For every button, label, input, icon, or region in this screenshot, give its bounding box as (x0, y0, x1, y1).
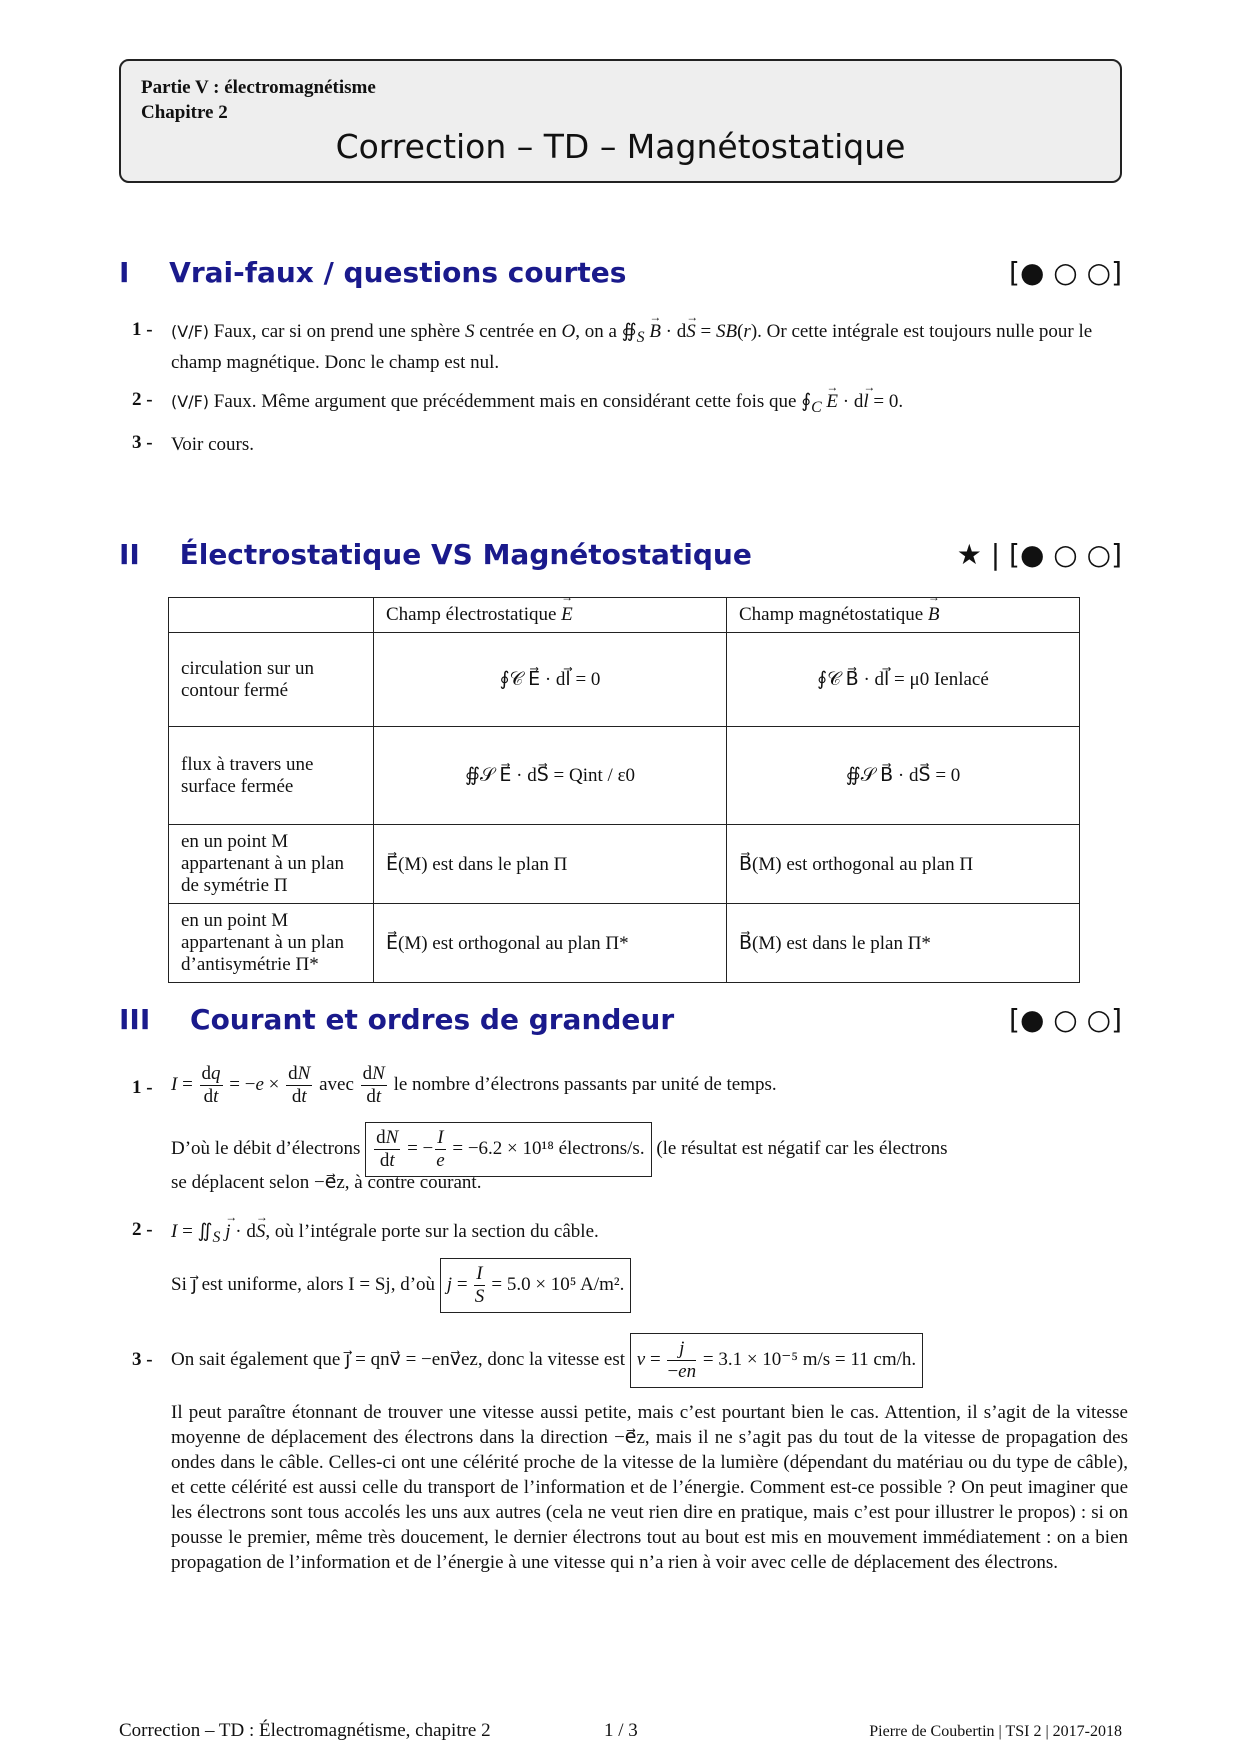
circulation-formula: $∮_C \to E \cdot d\to l = 0$. (801, 391, 903, 412)
header-box (119, 59, 1122, 183)
question-number: 1 - (132, 319, 153, 340)
table-cell: B⃗(M) est dans le plan Π* (727, 904, 1080, 983)
section-number: I (119, 256, 130, 289)
section-heading-3 (119, 1003, 1122, 1036)
answer-3-3 (171, 1333, 1128, 1388)
answer-3-2-result (171, 1258, 1128, 1313)
answer-text: où l’intégrale porte sur la section du câble. (274, 1221, 599, 1242)
row-label: circulation sur un contour fermé (169, 633, 374, 727)
table-cell: ∮𝒞 B⃗ · dl⃗ = μ0 Ienlacé (727, 633, 1080, 727)
answer-3-1: I = $\frac{dq}{dt}$ = −e × $\frac{dN}{dt}$ avec $\frac{dN}{dt}$ le nombre d’électrons passants par unité de temps. (171, 1063, 777, 1107)
section-number: II (119, 538, 140, 571)
result-box: $\frac{dN}{dt}$ = − $\frac{I}{e}$ = −6.2 × 10¹⁸ électrons/s. (365, 1122, 651, 1177)
difficulty-badge: [● ○ ○] (1009, 256, 1122, 289)
answer-text: centrée en (479, 321, 557, 342)
row-label: en un point M appartenant à un plan de symétrie Π (169, 825, 374, 904)
answer-3-2: $I = ∬_S \to j \cdot d\to S$, où l’intégrale porte sur la section du câble. (171, 1219, 1128, 1250)
page-title: Correction – TD – Magnétostatique (335, 127, 906, 166)
answer-text: Or cette intégrale est toujours nulle pour le champ magnétique. Donc le champ est nul. (171, 321, 1093, 373)
answer-text: (le résultat est négatif car les électrons (656, 1137, 948, 1159)
result-box: v = $\frac{j}{-en}$ = 3.1 × 10⁻⁵ m/s = 11 cm/h. (630, 1333, 923, 1388)
table-cell (169, 598, 374, 633)
answer-text: On sait également que j⃗ = qnv⃗ = −env⃗ez, donc la vitesse est (171, 1348, 626, 1370)
table-cell: E⃗(M) est dans le plan Π (374, 825, 727, 904)
vf-tag: (V/F) (171, 322, 210, 341)
footer-right: Pierre de Coubertin | TSI 2 | 2017-2018 (869, 1723, 1122, 1740)
answer-text: le nombre d’électrons passants par unité de temps. (393, 1073, 777, 1095)
question-number: 2 - (132, 1219, 153, 1240)
question-number: 2 - (132, 389, 153, 410)
flux-formula: $∯_S \to B \cdot d\to S = SB(r)$. (622, 321, 762, 342)
result-box: j = $\frac{I}{S}$ = 5.0 × 10⁵ A/m². (440, 1258, 632, 1313)
chapitre-label: Chapitre 2 (141, 102, 228, 123)
row-label: en un point M appartenant à un plan d’antisymétrie Π* (169, 904, 374, 983)
answer-text: Si j⃗ est uniforme, alors I = Sj, d’où (171, 1273, 436, 1295)
table-cell: B⃗(M) est orthogonal au plan Π (727, 825, 1080, 904)
table-cell: ∯𝒮 E⃗ · dS⃗ = Qint / ε0 (374, 727, 727, 825)
difficulty-badge: [● ○ ○] (1009, 1003, 1122, 1036)
answer-text: avec (319, 1073, 354, 1095)
partie-label: Partie V : électromagnétisme (141, 77, 376, 98)
table-row (169, 633, 1080, 727)
answer-3-1-result (171, 1122, 1128, 1177)
section-title: Courant et ordres de grandeur (190, 1003, 675, 1036)
question-number: 3 - (132, 1349, 153, 1370)
section-heading-1 (119, 256, 1122, 289)
answer-1-2 (171, 389, 1128, 420)
answer-1-1: (V/F) Faux, car si on prend une sphère S centrée en O, on a $∯_S \to B \cdot d\to S = SB(r)$. Or cette intégrale est toujours nulle pour le champ magnétique. Donc le champ est nul. (171, 319, 1128, 375)
vf-tag: (V/F) (171, 392, 210, 411)
table-header: Champ magnétostatique → B (727, 598, 1080, 633)
page-number: 1 / 3 (604, 1720, 638, 1741)
table-header-row (169, 598, 1080, 633)
question-number: 1 - (132, 1077, 153, 1098)
question-number: 3 - (132, 432, 153, 453)
table-row (169, 904, 1080, 983)
footer-left: Correction – TD : Électromagnétisme, chapitre 2 (119, 1720, 491, 1741)
comparison-table (168, 597, 1080, 983)
answer-text: D’où le débit d’électrons (171, 1137, 361, 1159)
section-title: Électrostatique VS Magnétostatique (179, 538, 752, 571)
table-cell: ∯𝒮 B⃗ · dS⃗ = 0 (727, 727, 1080, 825)
answer-1-3: Voir cours. (171, 434, 255, 455)
explanation-paragraph: Il peut paraître étonnant de trouver une vitesse aussi petite, mais c’est pourtant bien le cas. Attention, il s’agit de la vitesse moyenne de déplacement des électrons dans la direction −e⃗z, mais il ne s’agit pas du tout de la vitesse de propagation des ondes dans le câble. Celles-ci ont une célérité proche de la vitesse de la lumière (dépendant du matériau ou du type de câble), et cette célérité est aussi celle du transport de l’information et de l’énergie. Comment est-ce possible ? On peut imaginer que les électrons sont tous accolés les uns aux autres (cela ne veut rien dire en pratique, mais c’est pour illustrer le propos) : si on pousse le premier, même très doucement, le dernier électrons tout au bout est mis en mouvement immédiatement : on a bien propagation de l’information et de l’énergie à une vitesse qui n’a rien à voir avec celle de déplacement des électrons. (171, 1402, 1128, 1573)
table-row (169, 825, 1080, 904)
table-row (169, 727, 1080, 825)
table-header: Champ électrostatique → E (374, 598, 727, 633)
table-cell: E⃗(M) est orthogonal au plan Π* (374, 904, 727, 983)
answer-text: Faux. Même argument que précédemment mais en considérant cette fois que (213, 391, 797, 412)
table-cell: ∮𝒞 E⃗ · dl⃗ = 0 (374, 633, 727, 727)
difficulty-badge: ★ | [● ○ ○] (956, 538, 1122, 571)
answer-text: , on a (575, 321, 617, 342)
section-number: III (119, 1003, 151, 1036)
row-label: flux à travers une surface fermée (169, 727, 374, 825)
section-heading-2 (119, 538, 1122, 571)
answer-text: se déplacent selon −e⃗z, à contre courant. (171, 1172, 482, 1193)
answer-text: Faux, car si on prend une sphère (213, 321, 461, 342)
section-title: Vrai-faux / questions courtes (169, 256, 627, 289)
